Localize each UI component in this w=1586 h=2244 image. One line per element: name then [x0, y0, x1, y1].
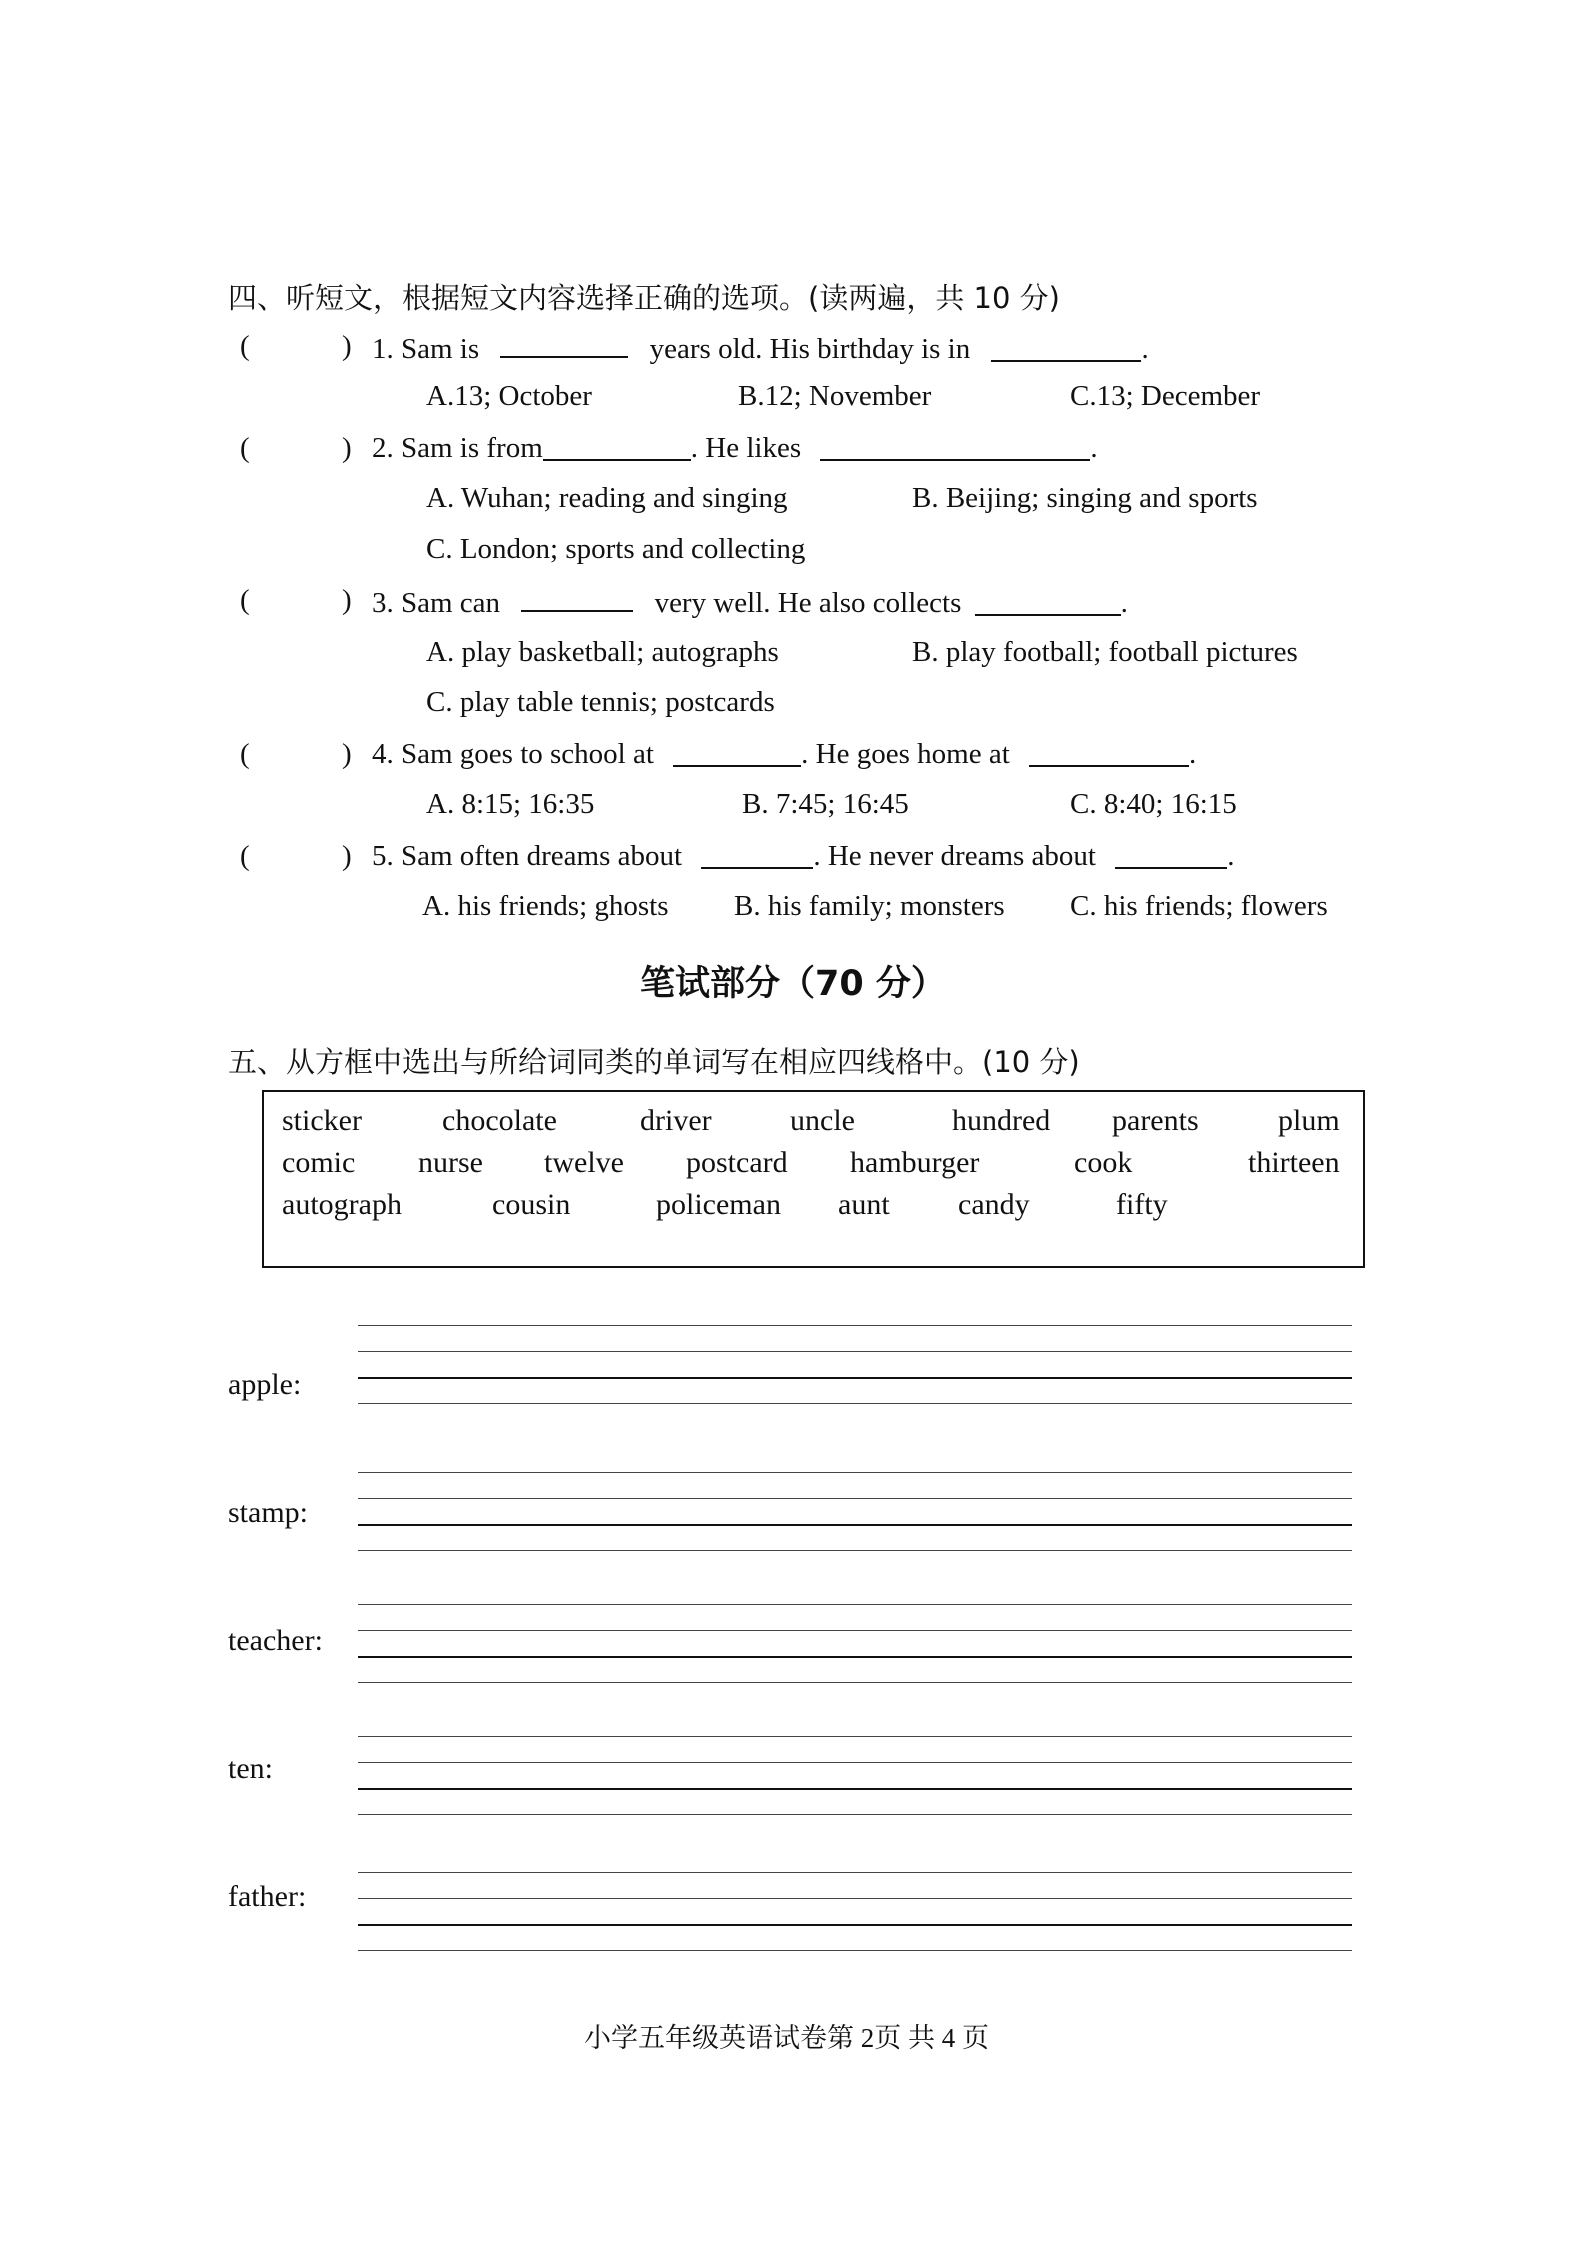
- option-c: C. play table tennis; postcards: [426, 686, 775, 718]
- question-5-part-c: .: [1227, 840, 1235, 872]
- section4-title: 四、听短文，根据短文内容选择正确的选项。(读两遍，共 10 分): [228, 281, 1060, 315]
- question-2-stem: [372, 432, 1098, 465]
- section5-title: 五、从方框中选出与所给词同类的单词写在相应四线格中。(10 分): [228, 1045, 1080, 1079]
- option-a: A. 8:15; 16:35: [426, 788, 595, 820]
- word-bank-item: nurse: [418, 1146, 483, 1179]
- word-bank-item: policeman: [656, 1188, 781, 1221]
- guide-line: [358, 1762, 1352, 1763]
- question-1-part-a: 1. Sam is: [372, 333, 480, 365]
- question-3-stem: [372, 584, 1128, 620]
- word-bank-item: thirteen: [1248, 1146, 1340, 1179]
- word-bank-item: plum: [1278, 1104, 1340, 1137]
- guide-line: [358, 1550, 1352, 1551]
- four-line-grid-father[interactable]: [358, 1872, 1352, 1952]
- option-c: C. his friends; flowers: [1070, 890, 1328, 922]
- question-3-part-a: 3. Sam can: [372, 587, 501, 619]
- guide-line: [358, 1604, 1352, 1605]
- category-label-ten: ten:: [228, 1752, 273, 1785]
- question-4-part-c: .: [1189, 738, 1197, 770]
- question-4-stem: [372, 738, 1196, 771]
- option-a: A.13; October: [426, 380, 592, 412]
- answer-blank[interactable]: [1115, 841, 1227, 869]
- answer-blank[interactable]: [820, 433, 1090, 461]
- guide-line: [358, 1814, 1352, 1815]
- question-2-part-c: .: [1090, 432, 1098, 464]
- word-bank-item: hundred: [952, 1104, 1051, 1137]
- guide-line: [358, 1377, 1352, 1379]
- answer-paren-close-5: ): [342, 840, 352, 872]
- question-3-part-b: very well. He also collects: [654, 587, 962, 619]
- category-label-stamp: stamp:: [228, 1496, 308, 1529]
- word-bank-item: autograph: [282, 1188, 402, 1221]
- word-bank-box: [262, 1090, 1365, 1268]
- option-c: C. London; sports and collecting: [426, 533, 806, 565]
- option-b: B. his family; monsters: [734, 890, 1005, 922]
- page-footer: 小学五年级英语试卷第 2页 共 4 页: [584, 2023, 989, 2053]
- answer-paren-close-4: ): [342, 738, 352, 770]
- option-a: A. Wuhan; reading and singing: [426, 482, 788, 514]
- word-bank-item: uncle: [790, 1104, 855, 1137]
- question-1-part-b: years old. His birthday is in: [649, 333, 971, 365]
- option-b: B. play football; football pictures: [912, 636, 1298, 668]
- four-line-grid-teacher[interactable]: [358, 1604, 1352, 1684]
- guide-line: [358, 1498, 1352, 1499]
- answer-blank[interactable]: [673, 739, 801, 767]
- word-bank-item: fifty: [1116, 1188, 1168, 1221]
- answer-paren-close-3: ): [342, 584, 352, 616]
- guide-line: [358, 1950, 1352, 1951]
- word-bank-item: comic: [282, 1146, 356, 1179]
- answer-paren-open-2: (: [240, 432, 250, 464]
- word-bank-item: cook: [1074, 1146, 1133, 1179]
- question-2-part-b: . He likes: [690, 432, 802, 464]
- question-1-part-c: .: [1141, 333, 1149, 365]
- word-bank-item: sticker: [282, 1104, 362, 1137]
- option-a: A. play basketball; autographs: [426, 636, 779, 668]
- four-line-grid-stamp[interactable]: [358, 1472, 1352, 1552]
- word-bank-item: postcard: [686, 1146, 788, 1179]
- question-5-stem: [372, 840, 1234, 873]
- option-b: B. Beijing; singing and sports: [912, 482, 1258, 514]
- answer-paren-close-2: ): [342, 432, 352, 464]
- answer-blank[interactable]: [500, 330, 628, 358]
- guide-line: [358, 1630, 1352, 1631]
- answer-paren-open-4: (: [240, 738, 250, 770]
- guide-line: [358, 1924, 1352, 1926]
- answer-paren-open-3: (: [240, 584, 250, 616]
- guide-line: [358, 1682, 1352, 1683]
- word-bank-item: parents: [1112, 1104, 1199, 1137]
- guide-line: [358, 1351, 1352, 1352]
- category-label-teacher: teacher:: [228, 1624, 323, 1657]
- answer-blank[interactable]: [521, 584, 633, 612]
- word-bank-item: cousin: [492, 1188, 571, 1221]
- four-line-grid-apple[interactable]: [358, 1325, 1352, 1405]
- option-a: A. his friends; ghosts: [422, 890, 669, 922]
- guide-line: [358, 1788, 1352, 1790]
- guide-line: [358, 1472, 1352, 1473]
- question-1-stem: [372, 330, 1149, 366]
- option-b: B. 7:45; 16:45: [742, 788, 909, 820]
- word-bank-item: twelve: [544, 1146, 624, 1179]
- answer-blank[interactable]: [1029, 739, 1189, 767]
- answer-paren-open-1: (: [240, 330, 250, 362]
- word-bank-item: hamburger: [850, 1146, 980, 1179]
- guide-line: [358, 1872, 1352, 1873]
- written-part-title: 笔试部分（70 分）: [640, 964, 946, 1004]
- category-label-apple: apple:: [228, 1368, 302, 1401]
- guide-line: [358, 1403, 1352, 1404]
- word-bank-item: candy: [958, 1188, 1030, 1221]
- word-bank-item: driver: [640, 1104, 712, 1137]
- question-3-part-c: .: [1120, 587, 1128, 619]
- guide-line: [358, 1656, 1352, 1658]
- question-4-part-b: . He goes home at: [801, 738, 1010, 770]
- answer-blank[interactable]: [975, 588, 1121, 616]
- question-2-part-a: 2. Sam is from: [372, 432, 543, 464]
- guide-line: [358, 1524, 1352, 1526]
- question-5-part-a: 5. Sam often dreams about: [372, 840, 683, 872]
- answer-blank[interactable]: [543, 433, 691, 461]
- guide-line: [358, 1325, 1352, 1326]
- option-b: B.12; November: [738, 380, 932, 412]
- answer-paren-open-5: (: [240, 840, 250, 872]
- guide-line: [358, 1736, 1352, 1737]
- option-c: C. 8:40; 16:15: [1070, 788, 1237, 820]
- option-c: C.13; December: [1070, 380, 1261, 412]
- word-bank-item: chocolate: [442, 1104, 557, 1137]
- answer-paren-close-1: ): [342, 330, 352, 362]
- question-5-part-b: . He never dreams about: [813, 840, 1096, 872]
- category-label-father: father:: [228, 1880, 307, 1913]
- answer-blank[interactable]: [991, 334, 1141, 362]
- guide-line: [358, 1898, 1352, 1899]
- word-bank-item: aunt: [838, 1188, 890, 1221]
- question-4-part-a: 4. Sam goes to school at: [372, 738, 654, 770]
- four-line-grid-ten[interactable]: [358, 1736, 1352, 1816]
- answer-blank[interactable]: [701, 841, 813, 869]
